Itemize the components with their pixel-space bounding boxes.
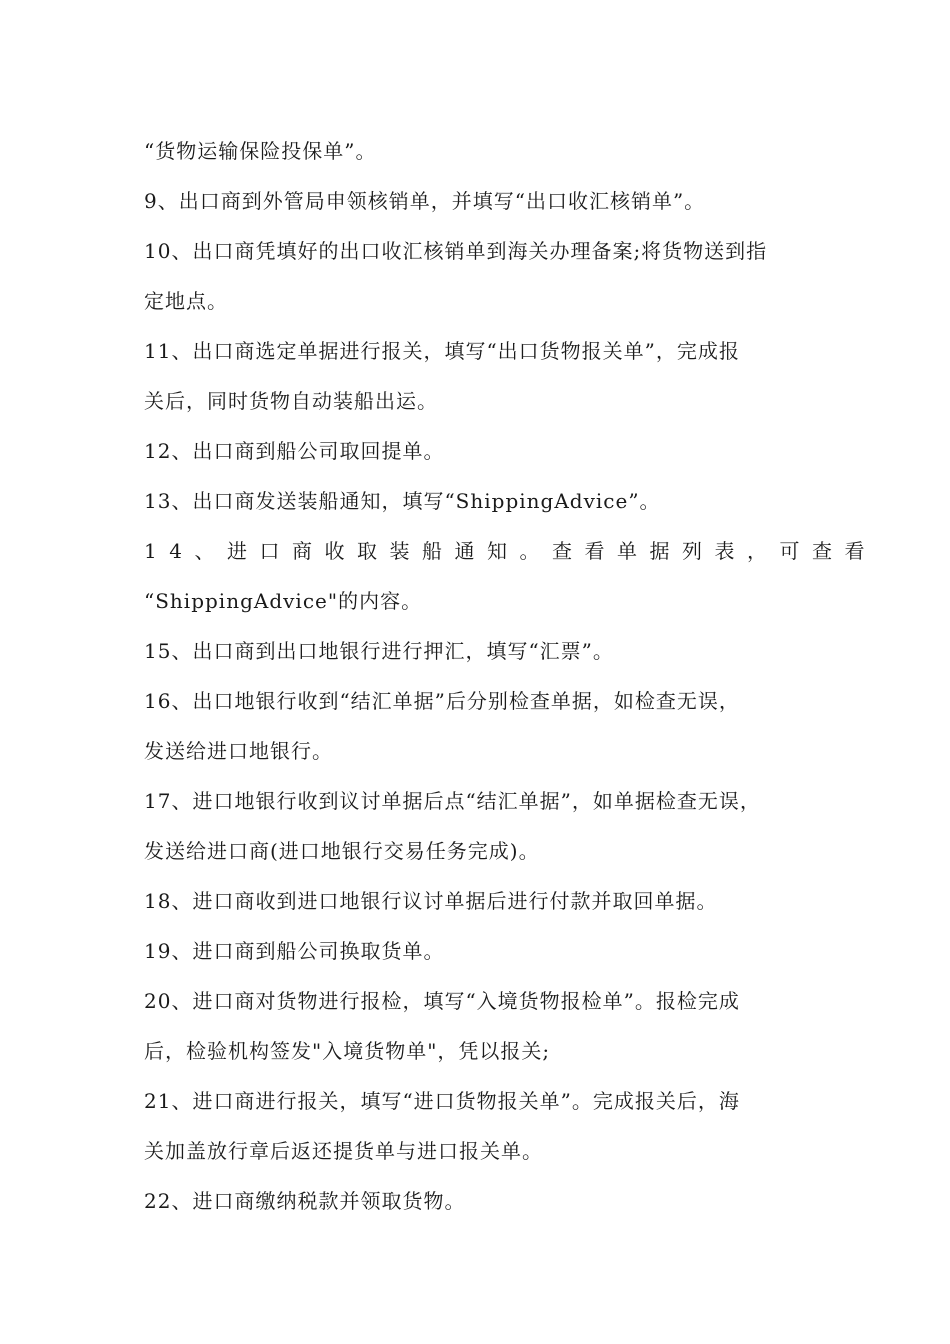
text-line: 18、进口商收到进口地银行议讨单据后进行付款并取回单据。 — [144, 889, 718, 913]
text-line: 19、进口商到船公司换取货单。 — [144, 939, 445, 963]
text-line: 22、进口商缴纳税款并领取货物。 — [144, 1189, 466, 1213]
text-line: 11、出口商选定单据进行报关，填写“出口货物报关单”，完成报 — [144, 339, 740, 363]
text-line: 15、出口商到出口地银行进行押汇，填写“汇票”。 — [144, 639, 614, 663]
text-line: 14、进口商收取装船通知。查看单据列表，可查看 — [144, 539, 877, 563]
text-line: 13、出口商发送装船通知，填写“ShippingAdvice”。 — [144, 489, 661, 513]
text-line: 后，检验机构签发"入境货物单"，凭以报关; — [144, 1039, 551, 1063]
text-line: 20、进口商对货物进行报检，填写“入境货物报检单”。报检完成 — [144, 989, 740, 1013]
text-line: 定地点。 — [144, 289, 228, 313]
text-line: 9、出口商到外管局申领核销单，并填写“出口收汇核销单”。 — [144, 189, 706, 213]
text-line: 发送给进口商(进口地银行交易任务完成)。 — [144, 839, 540, 863]
text-line: 关后，同时货物自动装船出运。 — [144, 389, 438, 413]
text-line: 12、出口商到船公司取回提单。 — [144, 439, 445, 463]
text-line: 10、出口商凭填好的出口收汇核销单到海关办理备案;将货物送到指 — [144, 239, 768, 263]
text-line: “货物运输保险投保单”。 — [144, 139, 377, 163]
text-line: “ShippingAdvice"的内容。 — [144, 589, 423, 613]
text-line: 16、出口地银行收到“结汇单据”后分别检查单据，如检查无误， — [144, 689, 740, 713]
text-line: 关加盖放行章后返还提货单与进口报关单。 — [144, 1139, 543, 1163]
text-line: 17、进口地银行收到议讨单据后点“结汇单据”，如单据检查无误， — [144, 789, 761, 813]
document-body — [144, 126, 877, 1226]
text-line: 发送给进口地银行。 — [144, 739, 333, 763]
text-line: 21、进口商进行报关，填写“进口货物报关单”。完成报关后，海 — [144, 1089, 740, 1113]
